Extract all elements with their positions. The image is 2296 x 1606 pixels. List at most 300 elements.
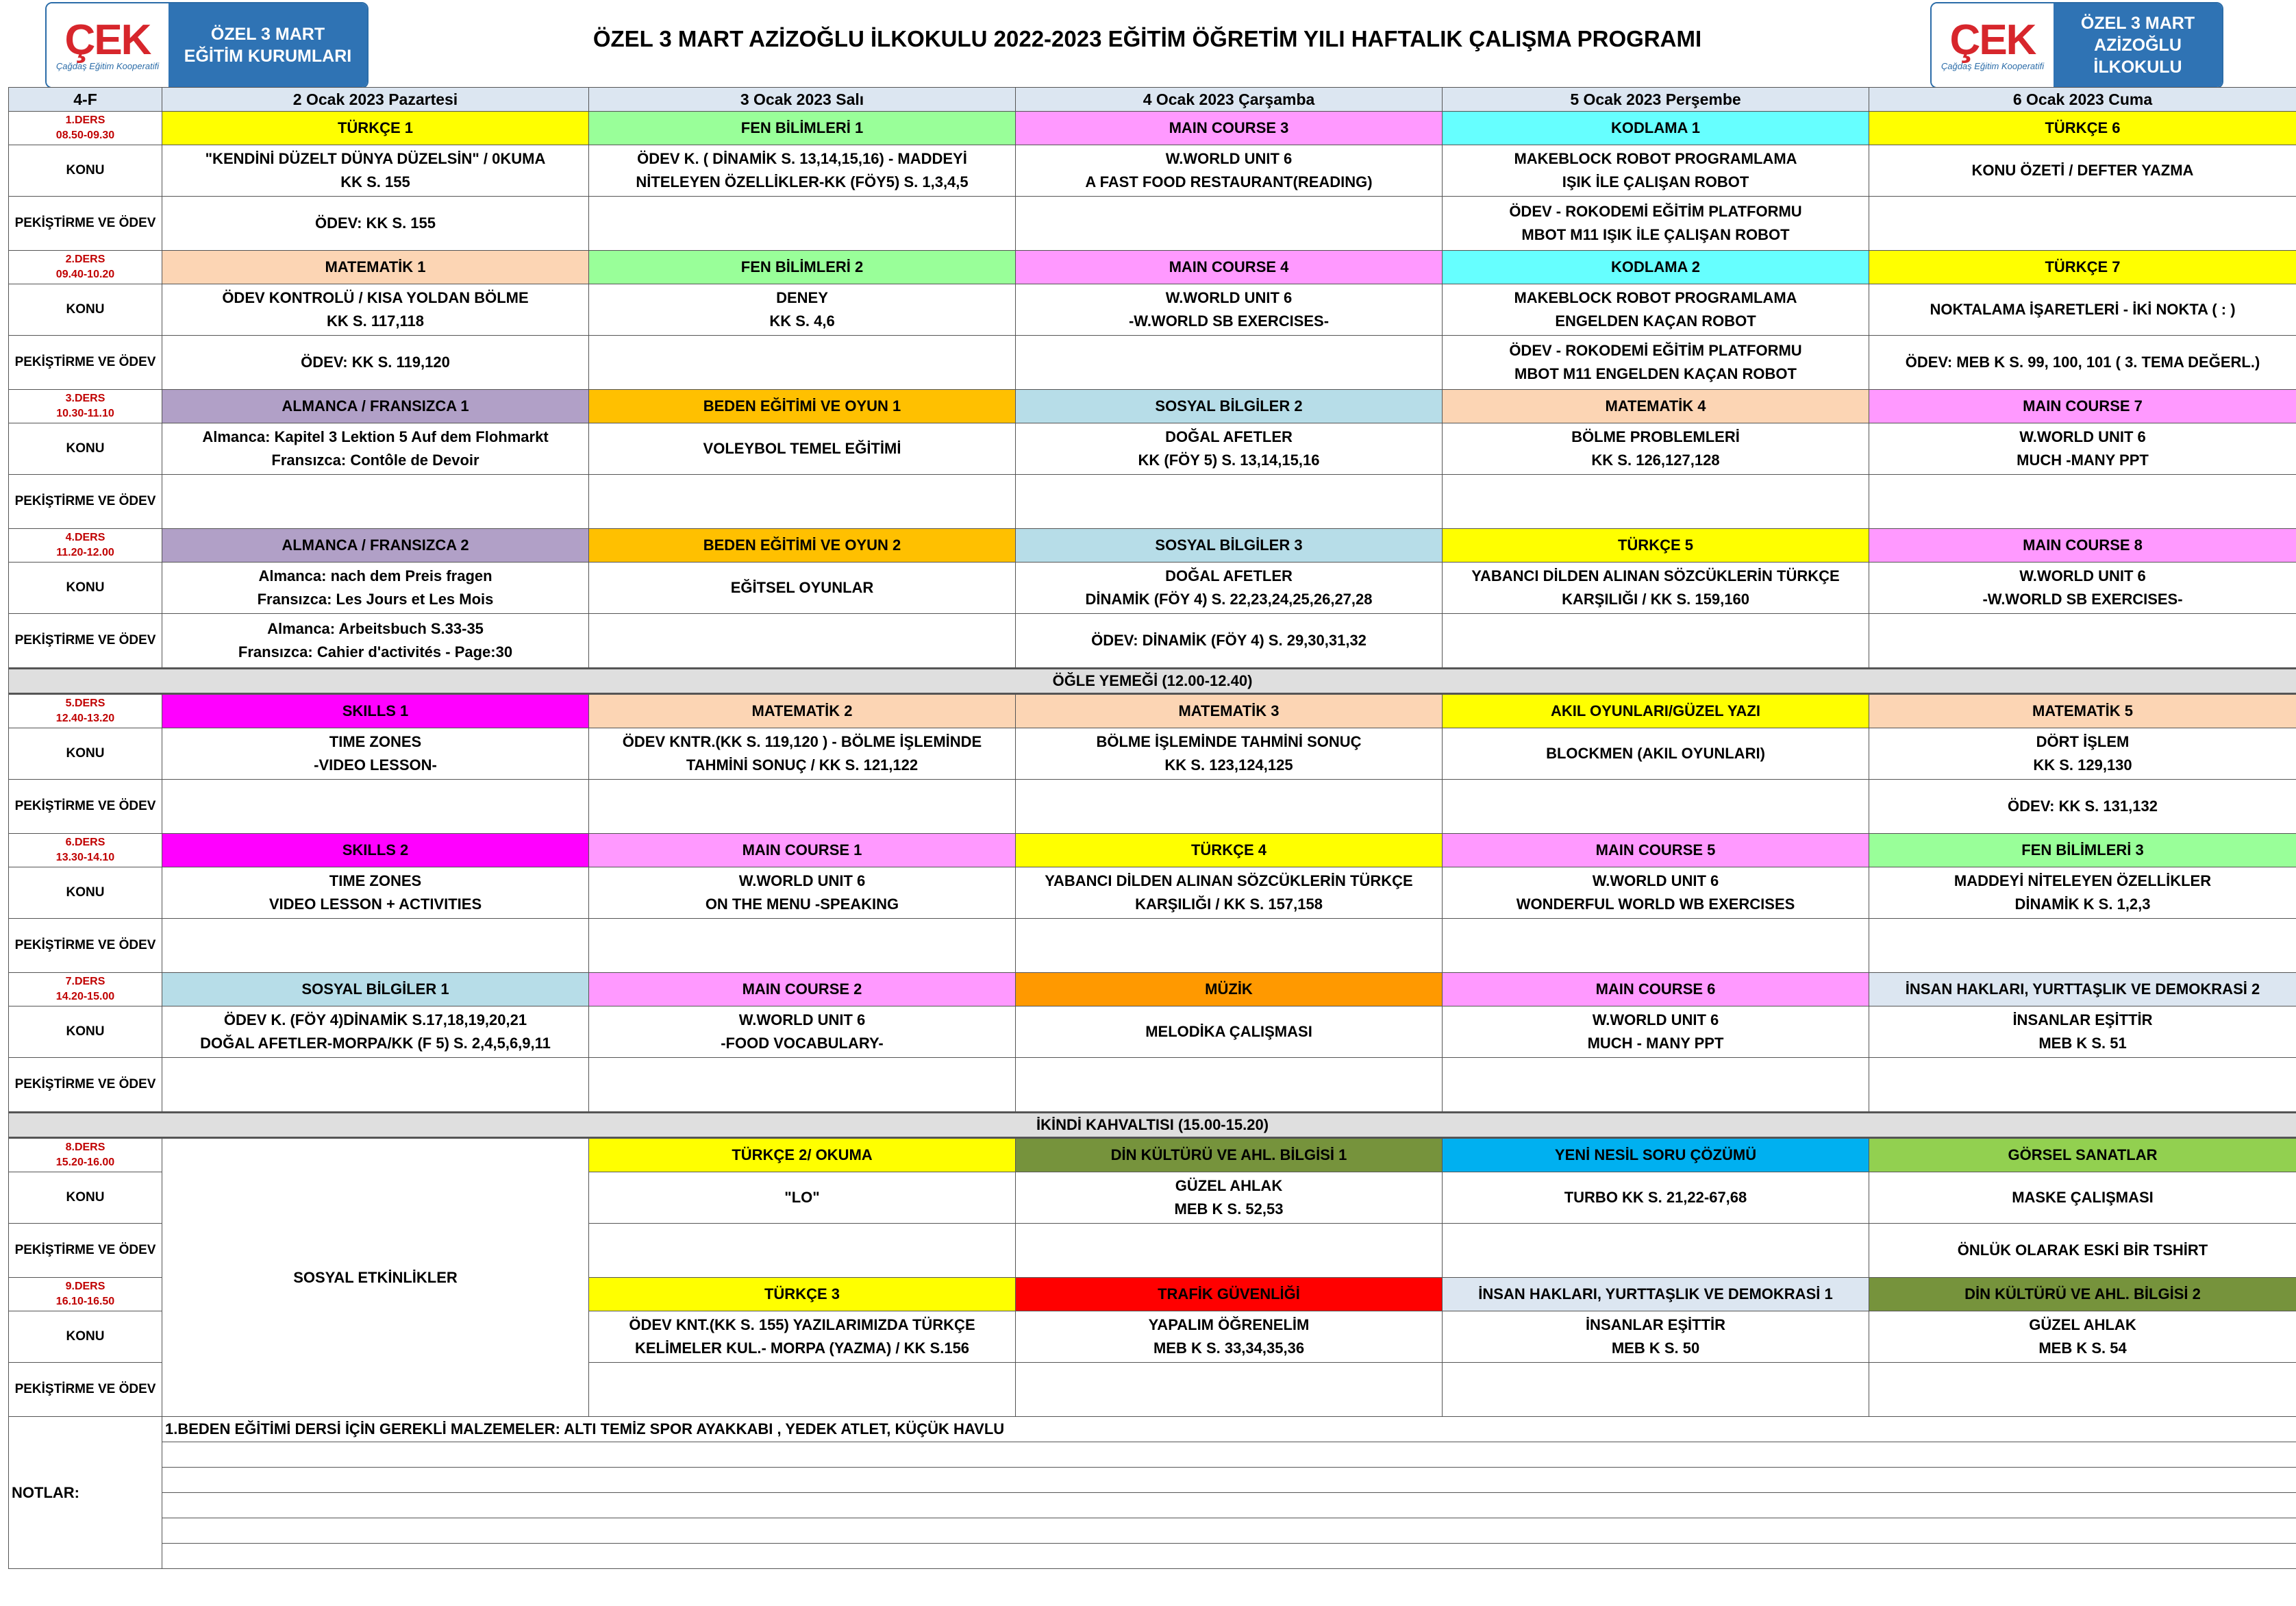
homework-line: ÖNLÜK OLARAK ESKİ BİR TSHİRT	[1957, 1241, 2208, 1259]
topic-line: MEB K S. 50	[1611, 1339, 1700, 1357]
topic-line: BÖLME İŞLEMİNDE TAHMİNİ SONUÇ	[1096, 733, 1362, 750]
subject-cell: MATEMATİK 3	[1016, 694, 1443, 728]
topic-cell	[589, 423, 1016, 475]
topic-line: MEB K S. 33,34,35,36	[1153, 1339, 1305, 1357]
topic-cell	[1443, 867, 1869, 919]
lesson-number-label: 8.DERS	[65, 1141, 105, 1153]
homework-cell	[1016, 475, 1443, 529]
subject-cell: FEN BİLİMLERİ 3	[1869, 834, 2296, 867]
subject-cell: MAIN COURSE 4	[1016, 251, 1443, 284]
subject-cell: FEN BİLİMLERİ 2	[589, 251, 1016, 284]
topic-line: ÖDEV KNT.(KK S. 155) YAZILARIMIZDA TÜRKÇE	[629, 1316, 975, 1333]
homework-line: ÖDEV - ROKODEMİ EĞİTİM PLATFORMU	[1509, 342, 1802, 359]
logo-line-1: ÖZEL 3 MART	[2080, 14, 2195, 33]
topic-cell	[1443, 145, 1869, 197]
subject-cell: İNSAN HAKLARI, YURTTAŞLIK VE DEMOKRASİ 1	[1443, 1278, 1869, 1311]
topic-line: WONDERFUL WORLD WB EXERCISES	[1516, 895, 1795, 913]
topic-line: DOĞAL AFETLER	[1165, 428, 1293, 445]
lesson-homework-row	[9, 780, 2296, 834]
lesson-topic-row	[9, 728, 2296, 780]
note-line	[162, 1544, 2296, 1569]
konu-label: KONU	[9, 867, 162, 919]
homework-cell	[589, 614, 1016, 669]
topic-cell	[1869, 563, 2296, 614]
subject-cell: MAIN COURSE 6	[1443, 973, 1869, 1006]
topic-line: BÖLME PROBLEMLERİ	[1571, 428, 1740, 445]
lesson-homework-row	[9, 197, 2296, 251]
homework-line: MBOT M11 ENGELDEN KAÇAN ROBOT	[1514, 365, 1797, 382]
topic-line: MASKE ÇALIŞMASI	[2012, 1189, 2154, 1206]
notes-row	[9, 1493, 2296, 1518]
subject-cell: DİN KÜLTÜRÜ VE AHL. BİLGİSİ 2	[1869, 1278, 2296, 1311]
topic-line: MEB K S. 51	[2038, 1035, 2127, 1052]
subject-cell: ALMANCA / FRANSIZCA 2	[162, 529, 589, 563]
lesson-number	[9, 251, 162, 284]
lesson-number	[9, 390, 162, 423]
subject-cell: TÜRKÇE 3	[589, 1278, 1016, 1311]
homework-label: PEKİŞTİRME VE ÖDEV	[9, 780, 162, 834]
subject-cell: YENİ NESİL SORU ÇÖZÜMÜ	[1443, 1138, 1869, 1172]
subject-cell: TRAFİK GÜVENLİĞİ	[1016, 1278, 1443, 1311]
homework-cell	[1016, 1058, 1443, 1113]
topic-line: -FOOD VOCABULARY-	[721, 1035, 884, 1052]
topic-cell	[1016, 1172, 1443, 1224]
topic-cell	[1016, 145, 1443, 197]
homework-cell	[1016, 336, 1443, 390]
topic-line: ÖDEV K. ( DİNAMİK S. 13,14,15,16) - MADDEYİ	[637, 150, 967, 167]
topic-line: W.WORLD UNIT 6	[1592, 1011, 1719, 1028]
notes-label: NOTLAR:	[9, 1417, 162, 1569]
konu-label: KONU	[9, 284, 162, 336]
topic-line: DOĞAL AFETLER-MORPA/KK (F 5) S. 2,4,5,6,9,11	[200, 1035, 551, 1052]
homework-cell	[162, 336, 589, 390]
subject-cell: GÖRSEL SANATLAR	[1869, 1138, 2296, 1172]
topic-cell	[162, 563, 589, 614]
social-activities-cell: SOSYAL ETKİNLİKLER	[162, 1138, 589, 1417]
topic-line: KARŞILIĞI / KK S. 157,158	[1135, 895, 1323, 913]
topic-cell	[1016, 728, 1443, 780]
homework-cell	[1869, 475, 2296, 529]
homework-cell	[1016, 197, 1443, 251]
subject-cell: TÜRKÇE 7	[1869, 251, 2296, 284]
homework-cell	[162, 1058, 589, 1113]
homework-cell	[1443, 1363, 1869, 1417]
subject-cell: MATEMATİK 4	[1443, 390, 1869, 423]
subject-cell: TÜRKÇE 2/ OKUMA	[589, 1138, 1016, 1172]
lesson-topic-row	[9, 563, 2296, 614]
subject-cell: AKIL OYUNLARI/GÜZEL YAZI	[1443, 694, 1869, 728]
homework-cell	[1869, 197, 2296, 251]
homework-cell	[589, 336, 1016, 390]
homework-cell	[1869, 336, 2296, 390]
lesson-number	[9, 1278, 162, 1311]
topic-line: -W.WORLD SB EXERCISES-	[1982, 591, 2183, 608]
logo-line-2: EĞİTİM KURUMLARI	[184, 47, 352, 66]
topic-line: MADDEYİ NİTELEYEN ÖZELLİKLER	[1954, 872, 2212, 889]
lesson-topic-row	[9, 1006, 2296, 1058]
homework-cell	[1443, 475, 1869, 529]
lesson-time: 11.20-12.00	[56, 547, 114, 558]
topic-line: IŞIK İLE ÇALIŞAN ROBOT	[1562, 173, 1749, 190]
topic-line: KK (FÖY 5) S. 13,14,15,16	[1138, 452, 1320, 469]
lesson-number-label: 6.DERS	[65, 837, 105, 848]
homework-line: ÖDEV: MEB K S. 99, 100, 101 ( 3. TEMA DEĞERL.)	[1905, 354, 2260, 371]
topic-cell	[1443, 1172, 1869, 1224]
topic-cell	[162, 284, 589, 336]
lesson-time: 16.10-16.50	[55, 1296, 115, 1307]
konu-label: KONU	[9, 145, 162, 197]
subject-cell: SOSYAL BİLGİLER 2	[1016, 390, 1443, 423]
topic-cell	[1869, 867, 2296, 919]
weekly-schedule-table	[8, 87, 2296, 1569]
lesson-number	[9, 112, 162, 145]
topic-cell	[589, 1311, 1016, 1363]
topic-cell	[1869, 284, 2296, 336]
konu-label: KONU	[9, 1006, 162, 1058]
lesson-subject-row	[9, 973, 2296, 1006]
day-header: 5 Ocak 2023 Perşembe	[1443, 88, 1869, 112]
subject-cell: SKILLS 2	[162, 834, 589, 867]
topic-cell	[162, 867, 589, 919]
snack-break-row	[9, 1113, 2296, 1138]
homework-cell	[1443, 780, 1869, 834]
subject-cell: SOSYAL BİLGİLER 3	[1016, 529, 1443, 563]
lesson-time: 15.20-16.00	[55, 1157, 115, 1168]
lesson-homework-row	[9, 475, 2296, 529]
school-logo-right	[1930, 2, 2223, 88]
subject-cell: MÜZİK	[1016, 973, 1443, 1006]
lesson-time: 10.30-11.10	[56, 408, 114, 419]
homework-cell	[1443, 1224, 1869, 1278]
notes-row	[9, 1468, 2296, 1493]
topic-line: ÖDEV KONTROLÜ / KISA YOLDAN BÖLME	[222, 289, 529, 306]
topic-line: "KENDİNİ DÜZELT DÜNYA DÜZELSİN" / 0KUMA	[205, 150, 546, 167]
notes-row	[9, 1417, 2296, 1442]
topic-cell	[589, 728, 1016, 780]
cek-logo-icon	[1932, 3, 2054, 87]
notes-row	[9, 1544, 2296, 1569]
subject-cell: BEDEN EĞİTİMİ VE OYUN 2	[589, 529, 1016, 563]
lesson-topic-row	[9, 867, 2296, 919]
homework-cell	[589, 1058, 1016, 1113]
konu-label: KONU	[9, 563, 162, 614]
homework-cell	[1443, 336, 1869, 390]
lesson-number-label: 2.DERS	[65, 254, 105, 265]
topic-line: EĞİTSEL OYUNLAR	[730, 579, 874, 596]
homework-line: ÖDEV: KK S. 119,120	[301, 354, 450, 371]
day-header: 4 Ocak 2023 Çarşamba	[1016, 88, 1443, 112]
subject-cell: MATEMATİK 5	[1869, 694, 2296, 728]
topic-line: Almanca: Kapitel 3 Lektion 5 Auf dem Flohmarkt	[202, 428, 549, 445]
homework-cell	[589, 780, 1016, 834]
topic-line: Fransızca: Les Jours et Les Mois	[257, 591, 494, 608]
note-line	[162, 1468, 2296, 1493]
topic-cell	[1016, 1311, 1443, 1363]
topic-cell	[589, 145, 1016, 197]
homework-line: Almanca: Arbeitsbuch S.33-35	[267, 620, 484, 637]
konu-label: KONU	[9, 423, 162, 475]
cek-logo-icon	[47, 3, 169, 87]
lesson-homework-row	[9, 336, 2296, 390]
topic-cell	[1869, 728, 2296, 780]
homework-label: PEKİŞTİRME VE ÖDEV	[9, 1058, 162, 1113]
topic-line: KARŞILIĞI / KK S. 159,160	[1562, 591, 1749, 608]
day-header: 3 Ocak 2023 Salı	[589, 88, 1016, 112]
topic-line: KONU ÖZETİ / DEFTER YAZMA	[1971, 162, 2194, 179]
lesson-number	[9, 973, 162, 1006]
lesson-number-label: 5.DERS	[65, 697, 105, 709]
subject-cell: TÜRKÇE 1	[162, 112, 589, 145]
homework-cell	[162, 614, 589, 669]
topic-line: W.WORLD UNIT 6	[2019, 567, 2146, 584]
topic-cell	[1016, 867, 1443, 919]
homework-cell	[589, 1224, 1016, 1278]
topic-line: DÖRT İŞLEM	[2036, 733, 2130, 750]
homework-cell	[1869, 1224, 2296, 1278]
konu-label: KONU	[9, 1311, 162, 1363]
topic-line: TURBO KK S. 21,22-67,68	[1564, 1189, 1747, 1206]
school-logo-left	[45, 2, 369, 88]
topic-cell	[1869, 1006, 2296, 1058]
topic-line: TAHMİNİ SONUÇ / KK S. 121,122	[686, 756, 919, 774]
notes-row	[9, 1518, 2296, 1544]
topic-cell	[1869, 1311, 2296, 1363]
topic-line: BLOCKMEN (AKIL OYUNLARI)	[1546, 745, 1765, 762]
lesson-time: 09.40-10.20	[55, 269, 115, 280]
topic-cell	[1016, 1006, 1443, 1058]
topic-line: MUCH -MANY PPT	[2017, 452, 2149, 469]
lunch-break-row	[9, 669, 2296, 694]
homework-cell	[1443, 614, 1869, 669]
subject-cell: MAIN COURSE 3	[1016, 112, 1443, 145]
homework-cell	[1869, 1363, 2296, 1417]
snack-break: İKİNDİ KAHVALTISI (15.00-15.20)	[9, 1113, 2296, 1138]
notes-row	[9, 1442, 2296, 1468]
topic-cell	[1443, 1006, 1869, 1058]
topic-cell	[589, 1006, 1016, 1058]
lesson-number	[9, 694, 162, 728]
homework-cell	[589, 475, 1016, 529]
lesson-number	[9, 834, 162, 867]
logo-coop-text: Çağdaş Eğitim Kooperatifi	[1941, 60, 2045, 71]
topic-cell	[589, 867, 1016, 919]
topic-line: W.WORLD UNIT 6	[738, 1011, 866, 1028]
homework-cell	[1443, 197, 1869, 251]
topic-line: YABANCI DİLDEN ALINAN SÖZCÜKLERİN TÜRKÇE	[1471, 567, 1840, 584]
lesson-homework-row	[9, 919, 2296, 973]
topic-line: ÖDEV KNTR.(KK S. 119,120 ) - BÖLME İŞLEMİNDE	[622, 733, 982, 750]
class-label: 4-F	[9, 88, 162, 112]
konu-label: KONU	[9, 1172, 162, 1224]
subject-cell: DİN KÜLTÜRÜ VE AHL. BİLGİSİ 1	[1016, 1138, 1443, 1172]
subject-cell: MATEMATİK 1	[162, 251, 589, 284]
subject-cell: MAIN COURSE 2	[589, 973, 1016, 1006]
lesson-number-label: 3.DERS	[65, 393, 105, 404]
lesson-subject-row	[9, 834, 2296, 867]
logo-coop-text: Çağdaş Eğitim Kooperatifi	[55, 60, 160, 71]
topic-cell	[1869, 1172, 2296, 1224]
logo-caption	[169, 3, 367, 87]
subject-cell: ALMANCA / FRANSIZCA 1	[162, 390, 589, 423]
day-header: 2 Ocak 2023 Pazartesi	[162, 88, 589, 112]
homework-label: PEKİŞTİRME VE ÖDEV	[9, 336, 162, 390]
topic-line: DİNAMİK K S. 1,2,3	[2014, 895, 2151, 913]
topic-line: W.WORLD UNIT 6	[1592, 872, 1719, 889]
subject-cell: MAIN COURSE 7	[1869, 390, 2296, 423]
homework-cell	[1869, 1058, 2296, 1113]
lunch-break: ÖĞLE YEMEĞİ (12.00-12.40)	[9, 669, 2296, 694]
homework-cell	[1016, 614, 1443, 669]
lesson-time: 14.20-15.00	[55, 991, 115, 1002]
subject-cell: FEN BİLİMLERİ 1	[589, 112, 1016, 145]
lesson-subject-row	[9, 694, 2296, 728]
topic-line: KK S. 126,127,128	[1591, 452, 1720, 469]
lesson-subject-row	[9, 1138, 2296, 1172]
topic-line: Fransızca: Contôle de Devoir	[271, 452, 479, 469]
lesson-topic-row	[9, 145, 2296, 197]
topic-line: MAKEBLOCK ROBOT PROGRAMLAMA	[1514, 150, 1797, 167]
topic-line: MEB K S. 54	[2038, 1339, 2127, 1357]
topic-line: ÖDEV K. (FÖY 4)DİNAMİK S.17,18,19,20,21	[223, 1011, 527, 1028]
topic-cell	[589, 1172, 1016, 1224]
topic-line: DOĞAL AFETLER	[1165, 567, 1293, 584]
lesson-subject-row	[9, 529, 2296, 563]
homework-cell	[1869, 780, 2296, 834]
topic-line: GÜZEL AHLAK	[1175, 1177, 1283, 1194]
lesson-number-label: 7.DERS	[65, 976, 105, 987]
homework-cell	[1869, 919, 2296, 973]
subject-cell: TÜRKÇE 6	[1869, 112, 2296, 145]
topic-line: TIME ZONES	[329, 733, 422, 750]
subject-cell: KODLAMA 2	[1443, 251, 1869, 284]
topic-line: KK S. 155	[340, 173, 410, 190]
topic-line: DENEY	[776, 289, 828, 306]
subject-cell: MATEMATİK 2	[589, 694, 1016, 728]
topic-line: KK S. 123,124,125	[1164, 756, 1293, 774]
note-line	[162, 1442, 2296, 1468]
topic-line: A FAST FOOD RESTAURANT(READING)	[1085, 173, 1373, 190]
header-row	[9, 88, 2296, 112]
lesson-number-label: 9.DERS	[65, 1281, 105, 1292]
subject-cell: MAIN COURSE 5	[1443, 834, 1869, 867]
topic-line: W.WORLD UNIT 6	[1165, 289, 1293, 306]
topic-cell	[1016, 284, 1443, 336]
topic-line: W.WORLD UNIT 6	[1165, 150, 1293, 167]
homework-cell	[1443, 1058, 1869, 1113]
topic-line: KK S. 117,118	[327, 312, 424, 330]
subject-cell: MAIN COURSE 1	[589, 834, 1016, 867]
logo-caption	[2054, 3, 2222, 87]
konu-label: KONU	[9, 728, 162, 780]
homework-cell	[1016, 1363, 1443, 1417]
lesson-time: 12.40-13.20	[55, 713, 115, 724]
logo-mark-text: ÇEK	[1949, 16, 2036, 64]
topic-line: İNSANLAR EŞİTTİR	[2012, 1011, 2153, 1028]
homework-label: PEKİŞTİRME VE ÖDEV	[9, 197, 162, 251]
subject-cell: SKILLS 1	[162, 694, 589, 728]
homework-line: ÖDEV: DİNAMİK (FÖY 4) S. 29,30,31,32	[1091, 632, 1367, 649]
topic-line: VIDEO LESSON + ACTIVITIES	[269, 895, 482, 913]
topic-cell	[589, 284, 1016, 336]
note-line	[162, 1493, 2296, 1518]
logo-mark-text: ÇEK	[64, 16, 151, 64]
homework-cell	[589, 1363, 1016, 1417]
topic-cell	[1016, 563, 1443, 614]
day-header: 6 Ocak 2023 Cuma	[1869, 88, 2296, 112]
note-line	[162, 1518, 2296, 1544]
homework-cell	[1016, 1224, 1443, 1278]
topic-line: Almanca: nach dem Preis fragen	[258, 567, 492, 584]
topic-cell	[589, 563, 1016, 614]
topic-line: İNSANLAR EŞİTTİR	[1585, 1316, 1726, 1333]
topic-line: GÜZEL AHLAK	[2029, 1316, 2136, 1333]
page-title: ÖZEL 3 MART AZİZOĞLU İLKOKULU 2022-2023 EĞİTİM ÖĞRETİM YILI HAFTALIK ÇALIŞMA PROGRAMI	[592, 26, 1702, 51]
homework-line: ÖDEV - ROKODEMİ EĞİTİM PLATFORMU	[1509, 203, 1802, 220]
subject-cell: TÜRKÇE 4	[1016, 834, 1443, 867]
topic-cell	[162, 145, 589, 197]
topic-line: ON THE MENU -SPEAKING	[705, 895, 899, 913]
lesson-subject-row	[9, 251, 2296, 284]
topic-line: VOLEYBOL TEMEL EĞİTİMİ	[703, 440, 901, 457]
topic-line: MUCH - MANY PPT	[1587, 1035, 1724, 1052]
topic-line: YABANCI DİLDEN ALINAN SÖZCÜKLERİN TÜRKÇE	[1045, 872, 1413, 889]
homework-cell	[589, 197, 1016, 251]
lesson-topic-row	[9, 423, 2296, 475]
homework-line: MBOT M11 IŞIK İLE ÇALIŞAN ROBOT	[1521, 226, 1790, 243]
lesson-time: 08.50-09.30	[55, 129, 115, 141]
topic-line: MELODİKA ÇALIŞMASI	[1145, 1023, 1312, 1040]
topic-line: KELİMELER KUL.- MORPA (YAZMA) / KK S.156	[634, 1339, 970, 1357]
topic-line: KK S. 129,130	[2033, 756, 2132, 774]
topic-line: YAPALIM ÖĞRENELİM	[1148, 1316, 1310, 1333]
logo-line-2: AZİZOĞLU İLKOKULU	[2093, 36, 2182, 77]
homework-cell	[162, 919, 589, 973]
homework-cell	[162, 780, 589, 834]
topic-line: -W.WORLD SB EXERCISES-	[1128, 312, 1330, 330]
logo-line-1: ÖZEL 3 MART	[210, 25, 325, 44]
topic-cell	[1869, 145, 2296, 197]
topic-line: ENGELDEN KAÇAN ROBOT	[1555, 312, 1756, 330]
homework-label: PEKİŞTİRME VE ÖDEV	[9, 475, 162, 529]
homework-label: PEKİŞTİRME VE ÖDEV	[9, 1224, 162, 1278]
homework-line: ÖDEV: KK S. 155	[314, 214, 436, 232]
lesson-number	[9, 529, 162, 563]
homework-cell	[1016, 919, 1443, 973]
lesson-subject-row	[9, 112, 2296, 145]
lesson-subject-row	[9, 390, 2296, 423]
homework-label: PEKİŞTİRME VE ÖDEV	[9, 1363, 162, 1417]
lesson-homework-row	[9, 1058, 2296, 1113]
topic-cell	[162, 1006, 589, 1058]
topic-line: DİNAMİK (FÖY 4) S. 22,23,24,25,26,27,28	[1085, 591, 1373, 608]
topic-cell	[1443, 563, 1869, 614]
homework-label: PEKİŞTİRME VE ÖDEV	[9, 614, 162, 669]
lesson-number	[9, 1138, 162, 1172]
topic-line: MAKEBLOCK ROBOT PROGRAMLAMA	[1514, 289, 1797, 306]
lesson-number-label: 1.DERS	[65, 114, 105, 126]
homework-cell	[1443, 919, 1869, 973]
subject-cell: İNSAN HAKLARI, YURTTAŞLIK VE DEMOKRASİ 2	[1869, 973, 2296, 1006]
note-line: 1.BEDEN EĞİTİMİ DERSİ İÇİN GEREKLİ MALZEMELER: ALTI TEMİZ SPOR AYAKKABI , YEDEK ATLET, KÜÇÜK HAVLU	[162, 1417, 2296, 1442]
topic-line: W.WORLD UNIT 6	[2019, 428, 2146, 445]
homework-cell	[1869, 614, 2296, 669]
topic-line: MEB K S. 52,53	[1174, 1200, 1284, 1218]
topic-line: NOKTALAMA İŞARETLERİ - İKİ NOKTA ( : )	[1930, 301, 2236, 318]
homework-cell	[1016, 780, 1443, 834]
topic-cell	[1443, 1311, 1869, 1363]
topic-cell	[162, 423, 589, 475]
topic-line: TIME ZONES	[329, 872, 422, 889]
